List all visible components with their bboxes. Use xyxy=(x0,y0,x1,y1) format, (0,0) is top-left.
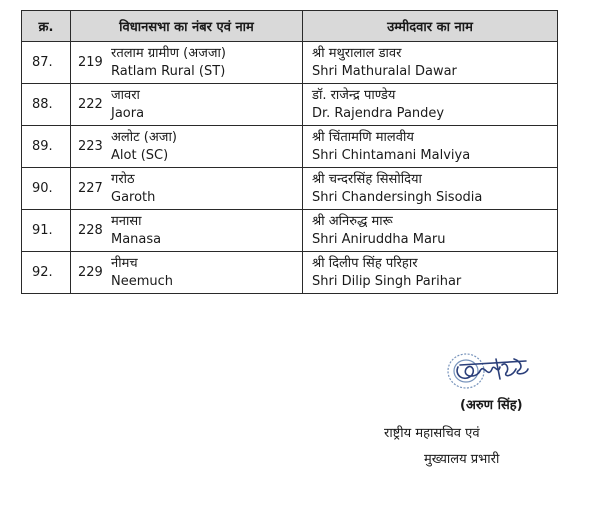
candidate-name-hindi: श्री चन्दरसिंह सिसोदिया xyxy=(312,171,422,187)
row-serial: 90. xyxy=(22,168,71,210)
header-candidate: उम्मीदवार का नाम xyxy=(303,11,558,42)
row-constituency xyxy=(71,168,303,210)
constituency-name-english: Jaora xyxy=(111,105,145,121)
constituency-name-hindi: रतलाम ग्रामीण (अजजा) xyxy=(111,45,226,61)
constituency-name-hindi: गरोठ xyxy=(111,171,135,187)
constituency-number: 223 xyxy=(78,139,103,154)
candidate-name-english: Shri Mathuralal Dawar xyxy=(312,63,457,79)
constituency-name-english: Garoth xyxy=(111,189,156,205)
candidate-name-english: Shri Aniruddha Maru xyxy=(312,231,446,247)
candidate-name-hindi: श्री मथुरालाल डावर xyxy=(312,45,402,61)
candidate-name-english: Shri Chandersingh Sisodia xyxy=(312,189,483,205)
candidate-name-english: Shri Chintamani Malviya xyxy=(312,147,471,163)
constituency-name-hindi: मनासा xyxy=(111,213,142,229)
signatory-designation: राष्ट्रीय महासचिव एवं xyxy=(384,426,480,441)
row-candidate xyxy=(303,126,558,168)
constituency-name-hindi: नीमच xyxy=(111,255,138,271)
row-serial: 88. xyxy=(22,84,71,126)
table-header-row xyxy=(22,11,558,42)
constituency-name-hindi: जावरा xyxy=(111,87,140,103)
header-constituency: विधानसभा का नंबर एवं नाम xyxy=(71,11,303,42)
table-row xyxy=(22,168,558,210)
constituency-number: 228 xyxy=(78,223,103,238)
constituency-name-english: Neemuch xyxy=(111,273,174,289)
candidate-name-english: Shri Dilip Singh Parihar xyxy=(312,273,462,289)
candidate-name-hindi: श्री दिलीप सिंह परिहार xyxy=(312,255,418,271)
candidate-name-english: Dr. Rajendra Pandey xyxy=(312,105,445,121)
signature-block xyxy=(384,345,580,505)
constituency-number: 219 xyxy=(78,55,103,70)
row-candidate xyxy=(303,42,558,84)
row-constituency xyxy=(71,210,303,252)
candidate-table xyxy=(21,10,558,294)
table-row xyxy=(22,210,558,252)
signature-stamp-icon xyxy=(440,345,532,395)
row-constituency xyxy=(71,42,303,84)
row-serial: 89. xyxy=(22,126,71,168)
table-row xyxy=(22,84,558,126)
row-serial: 87. xyxy=(22,42,71,84)
candidate-name-hindi: डॉ. राजेन्द्र पाण्डेय xyxy=(312,87,396,103)
row-candidate xyxy=(303,168,558,210)
constituency-name-hindi: अलोट (अजा) xyxy=(111,129,177,145)
row-constituency xyxy=(71,252,303,294)
constituency-number: 227 xyxy=(78,181,103,196)
table-row xyxy=(22,42,558,84)
constituency-number: 229 xyxy=(78,265,103,280)
table-row xyxy=(22,126,558,168)
table-row xyxy=(22,252,558,294)
constituency-name-english: Ratlam Rural (ST) xyxy=(111,63,226,79)
constituency-number: 222 xyxy=(78,97,103,112)
row-constituency xyxy=(71,84,303,126)
constituency-name-english: Alot (SC) xyxy=(111,147,169,163)
constituency-name-english: Manasa xyxy=(111,231,162,247)
signatory-designation-line2: मुख्यालय प्रभारी xyxy=(424,452,500,467)
row-candidate xyxy=(303,84,558,126)
row-candidate xyxy=(303,210,558,252)
row-serial: 91. xyxy=(22,210,71,252)
row-constituency xyxy=(71,126,303,168)
row-serial: 92. xyxy=(22,252,71,294)
header-serial: क्र. xyxy=(22,11,71,42)
candidate-name-hindi: श्री अनिरुद्ध मारू xyxy=(312,213,393,229)
candidate-name-hindi: श्री चिंतामणि मालवीय xyxy=(312,129,414,145)
row-candidate xyxy=(303,252,558,294)
signatory-name: (अरुण सिंह) xyxy=(460,398,523,413)
